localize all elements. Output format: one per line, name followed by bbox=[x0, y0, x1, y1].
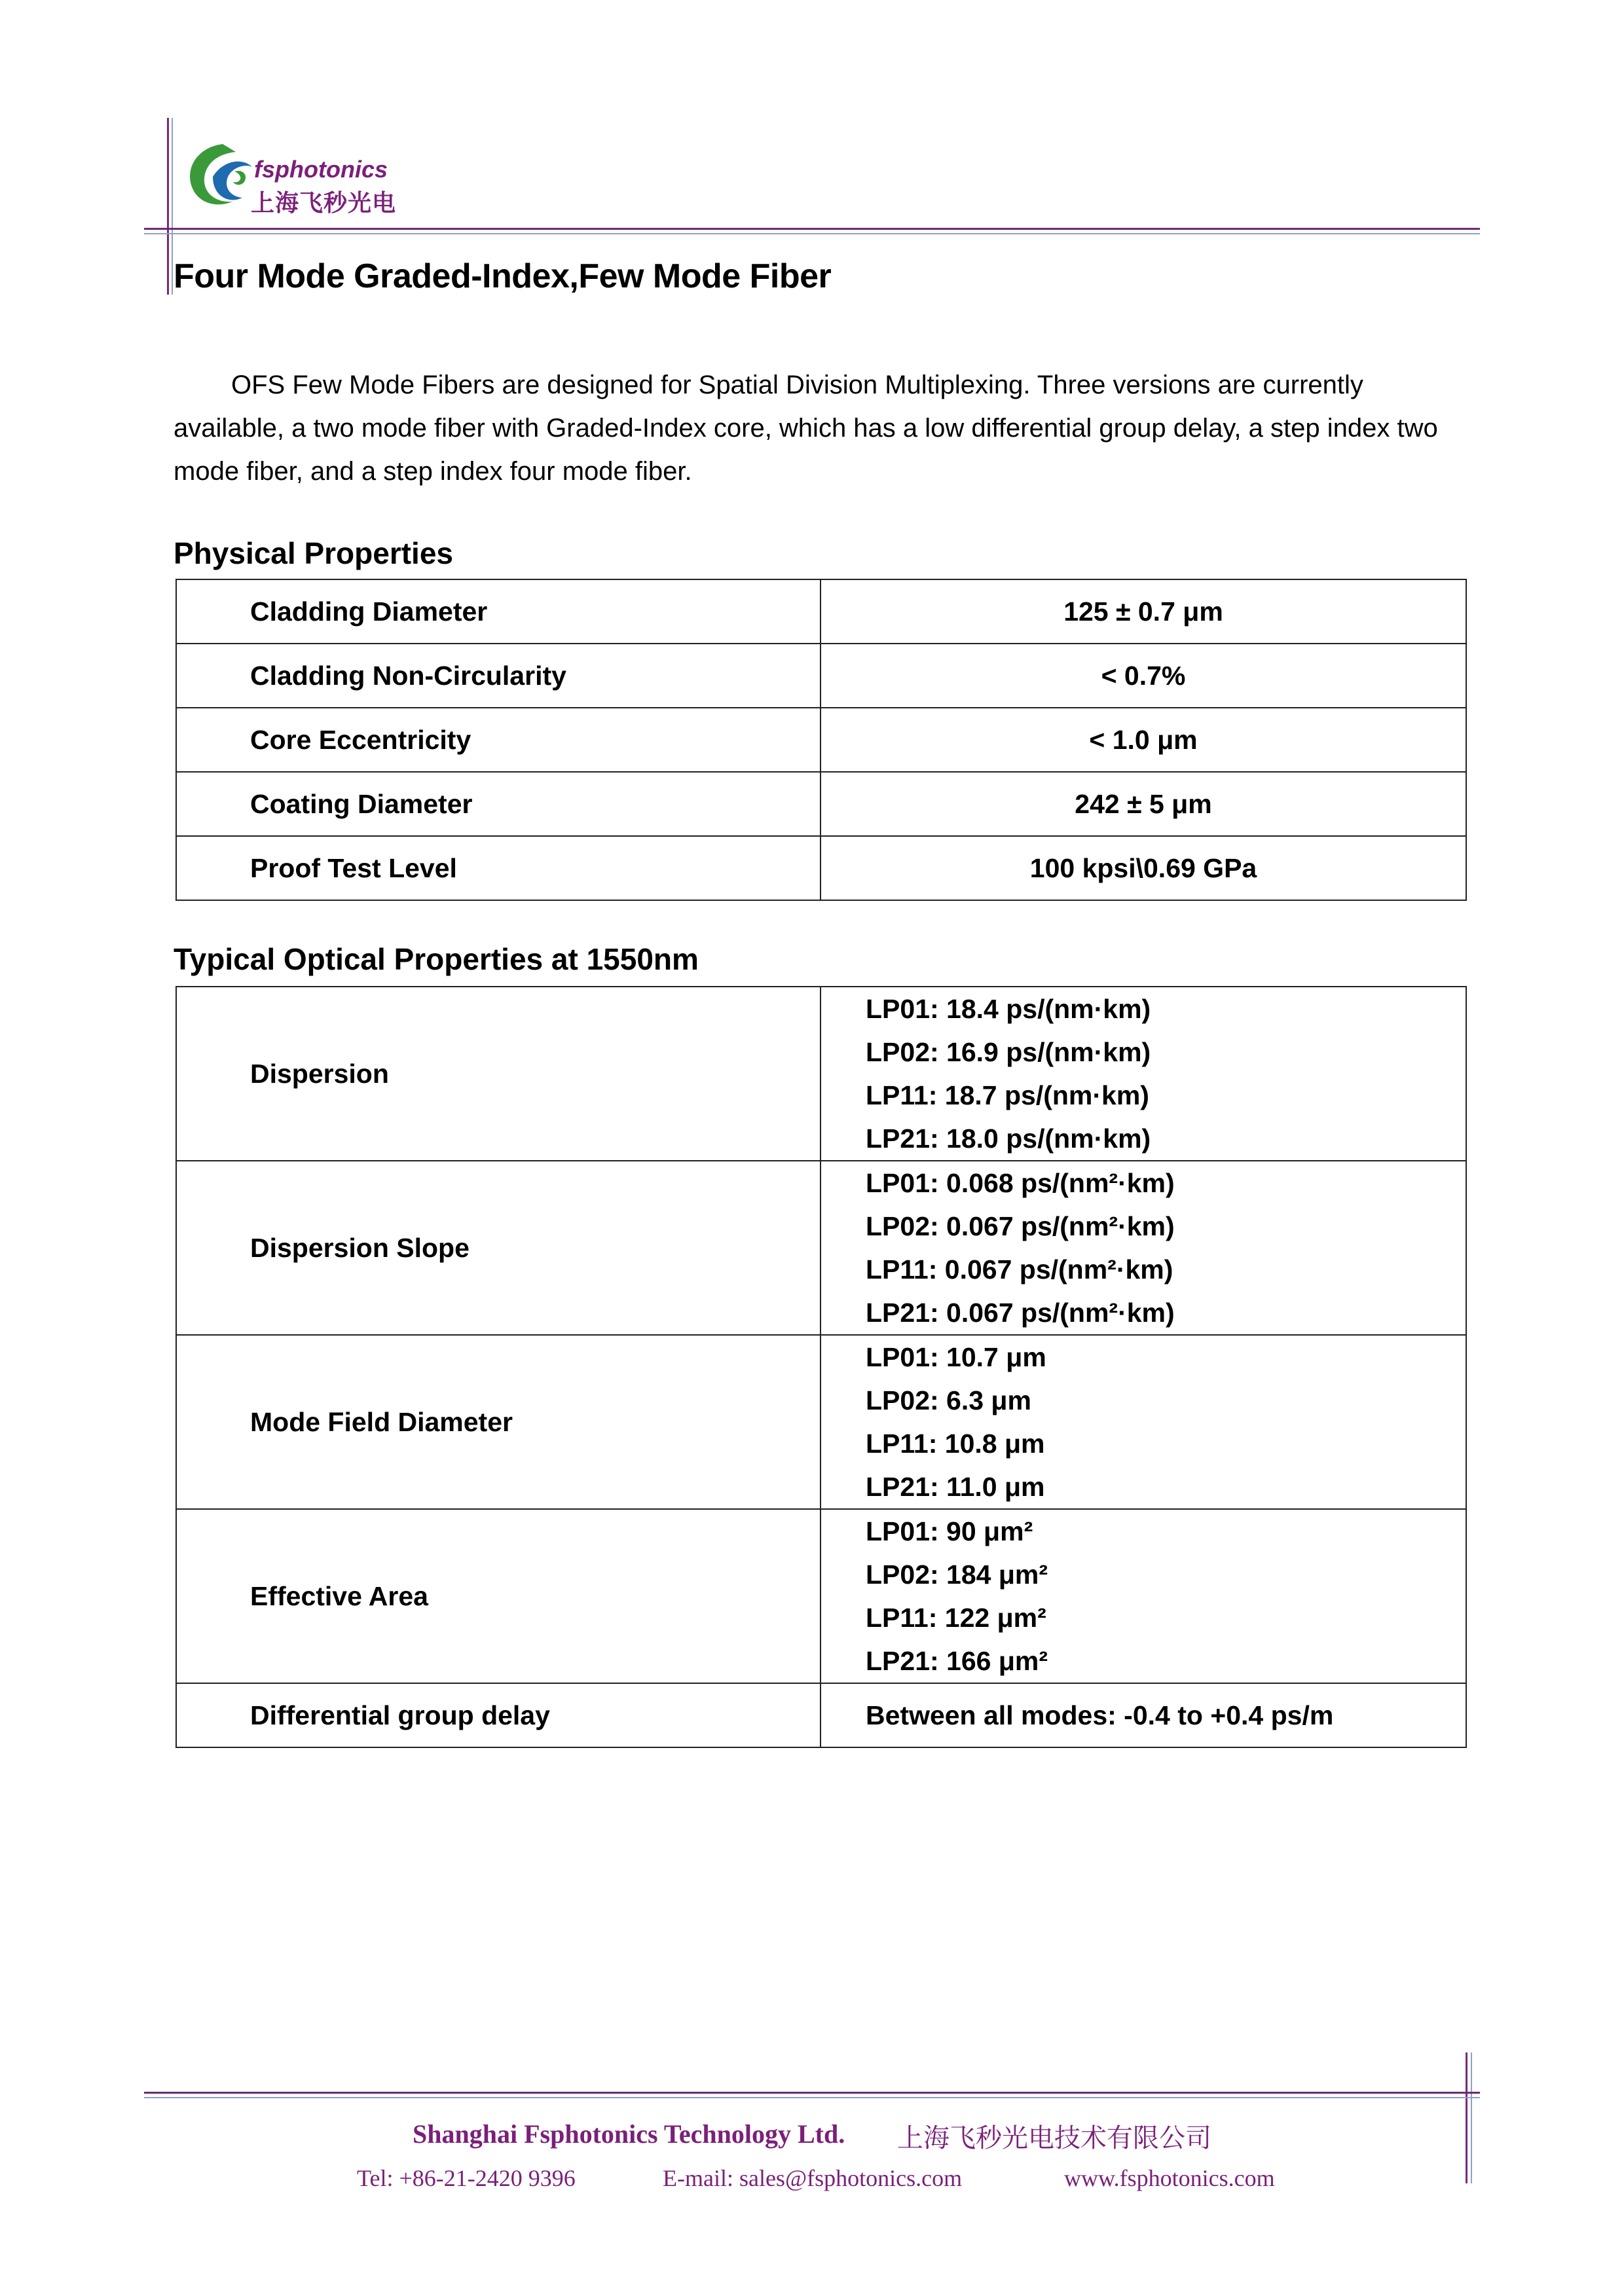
footer-website[interactable]: www.fsphotonics.com bbox=[1064, 2165, 1275, 2191]
footer-email[interactable]: E-mail: sales@fsphotonics.com bbox=[663, 2165, 963, 2191]
row-label: Cladding Non-Circularity bbox=[176, 644, 821, 708]
header-rule-accent bbox=[144, 233, 1480, 234]
table-row bbox=[176, 644, 1466, 708]
row-label: Mode Field Diameter bbox=[176, 1335, 821, 1509]
mode-value: LP01: 0.068 ps/(nm²·km) bbox=[866, 1168, 1175, 1198]
row-value: 242 ± 5 μm bbox=[821, 772, 1466, 836]
table-row bbox=[176, 836, 1466, 900]
mode-value: LP11: 0.067 ps/(nm²·km) bbox=[866, 1254, 1173, 1285]
row-label: Dispersion bbox=[176, 987, 821, 1161]
table-row bbox=[176, 1335, 1466, 1509]
physical-properties-table bbox=[175, 579, 1467, 901]
footer-rule-accent bbox=[144, 2097, 1480, 2098]
mode-value: LP02: 16.9 ps/(nm·km) bbox=[866, 1037, 1151, 1067]
row-label: Differential group delay bbox=[176, 1683, 821, 1747]
logo-text: fsphotonics bbox=[254, 156, 388, 183]
row-value: 100 kpsi\0.69 GPa bbox=[821, 836, 1466, 900]
row-values bbox=[821, 1335, 1466, 1509]
row-values bbox=[821, 987, 1466, 1161]
footer-company-name-cn: 上海飞秒光电技术有限公司 bbox=[897, 2123, 1211, 2153]
section-heading-optical: Typical Optical Properties at 1550nm bbox=[174, 942, 699, 976]
row-value: Between all modes: -0.4 to +0.4 ps/m bbox=[821, 1683, 1466, 1747]
row-values bbox=[821, 1161, 1466, 1335]
row-value: 125 ± 0.7 μm bbox=[821, 579, 1466, 644]
mode-value: LP02: 0.067 ps/(nm²·km) bbox=[866, 1211, 1175, 1241]
mode-value: LP11: 18.7 ps/(nm·km) bbox=[866, 1080, 1149, 1110]
mode-value: LP01: 18.4 ps/(nm·km) bbox=[866, 994, 1151, 1024]
row-label: Coating Diameter bbox=[176, 772, 821, 836]
row-label: Core Eccentricity bbox=[176, 708, 821, 772]
footer-phone: Tel: +86-21-2420 9396 bbox=[357, 2165, 576, 2191]
page-title: Four Mode Graded-Index,Few Mode Fiber bbox=[174, 257, 832, 295]
table-row bbox=[176, 708, 1466, 772]
table-row bbox=[176, 987, 1466, 1161]
row-value: < 0.7% bbox=[821, 644, 1466, 708]
table-row bbox=[176, 1509, 1466, 1683]
row-label: Proof Test Level bbox=[176, 836, 821, 900]
header-rule bbox=[144, 228, 1480, 230]
mode-value: LP02: 184 μm² bbox=[866, 1559, 1048, 1590]
mode-value: LP21: 18.0 ps/(nm·km) bbox=[866, 1123, 1151, 1154]
row-label: Effective Area bbox=[176, 1509, 821, 1683]
logo-text-cn: 上海飞秒光电 bbox=[251, 190, 397, 217]
footer-rule-vertical-accent bbox=[1471, 2052, 1472, 2183]
table-row bbox=[176, 772, 1466, 836]
mode-value: LP01: 10.7 μm bbox=[866, 1342, 1046, 1372]
footer-rule bbox=[144, 2092, 1480, 2094]
footer-company-name: Shanghai Fsphotonics Technology Ltd. bbox=[413, 2119, 845, 2149]
row-values bbox=[821, 1509, 1466, 1683]
optical-properties-table bbox=[175, 986, 1467, 1748]
mode-value: LP21: 0.067 ps/(nm²·km) bbox=[866, 1298, 1175, 1328]
mode-value: LP11: 10.8 μm bbox=[866, 1429, 1045, 1459]
table-row bbox=[176, 1161, 1466, 1335]
table-row bbox=[176, 1683, 1466, 1747]
row-label: Cladding Diameter bbox=[176, 579, 821, 644]
intro-paragraph bbox=[174, 363, 1477, 493]
mode-value: LP01: 90 μm² bbox=[866, 1516, 1033, 1546]
mode-value: LP11: 122 μm² bbox=[866, 1603, 1046, 1633]
intro-text: OFS Few Mode Fibers are designed for Spatial Division Multiplexing. Three versions are currently available, a two mode fiber with Graded-Index core, which has a low differential group delay, a step index two mode fiber, and a step index four mode fiber. bbox=[174, 371, 1438, 486]
mode-value: LP21: 166 μm² bbox=[866, 1646, 1048, 1676]
row-label: Dispersion Slope bbox=[176, 1161, 821, 1335]
row-value: < 1.0 μm bbox=[821, 708, 1466, 772]
mode-value: LP02: 6.3 μm bbox=[866, 1385, 1031, 1415]
section-heading-physical: Physical Properties bbox=[174, 536, 453, 570]
footer-rule-vertical bbox=[1466, 2052, 1467, 2183]
table-row bbox=[176, 579, 1466, 644]
mode-value: LP21: 11.0 μm bbox=[866, 1472, 1045, 1502]
header-rule-vertical bbox=[167, 118, 169, 295]
header-rule-vertical-accent bbox=[172, 118, 173, 295]
